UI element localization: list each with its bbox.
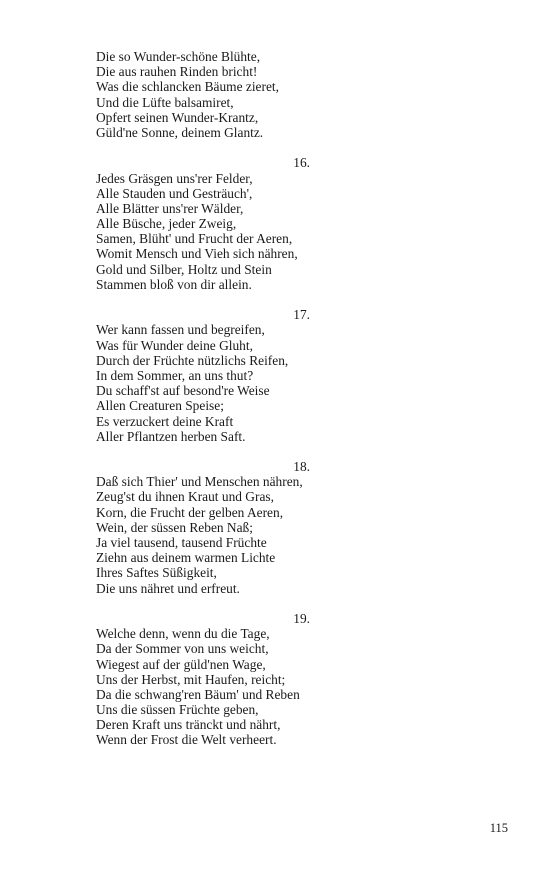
- verse-line: Wiegest auf der güld'nen Wage,: [96, 656, 266, 672]
- poem-body: [96, 49, 336, 748]
- verse-line: Durch der Früchte nützlichs Reifen,: [96, 352, 289, 368]
- verse-line: Güld'ne Sonne, deinem Glantz.: [96, 124, 264, 140]
- verse-line: Alle Blätter uns'rer Wälder,: [96, 200, 244, 216]
- verse-line: Da der Sommer von uns weicht,: [96, 641, 269, 657]
- stanza-number: 18.: [293, 459, 310, 475]
- stanza-number: 16.: [293, 155, 310, 171]
- verse-line: Und die Lüfte balsamiret,: [96, 94, 234, 110]
- verse-line: Samen, Blüht' und Frucht der Aeren,: [96, 231, 293, 247]
- verse-line: Wenn der Frost die Welt verheert.: [96, 732, 277, 748]
- stanza-gap: [96, 140, 336, 155]
- verse-line: Du schaff'st auf besond're Weise: [96, 383, 270, 399]
- verse-line: Alle Stauden und Gesträuch',: [96, 185, 253, 201]
- stanza-gap: [96, 596, 336, 611]
- verse-line: Uns der Herbst, mit Haufen, reicht;: [96, 671, 286, 687]
- verse-line: Ja viel tausend, tausend Früchte: [96, 535, 267, 550]
- verse-line: Womit Mensch und Vieh sich nähren,: [96, 246, 298, 262]
- verse-line: Zeug'st du ihnen Kraut und Gras,: [96, 489, 274, 505]
- verse-line: Was für Wunder deine Gluht,: [96, 337, 253, 353]
- verse-line: Gold und Silber, Holtz und Stein: [96, 261, 272, 277]
- verse-line: Wein, der süssen Reben Naß;: [96, 519, 253, 535]
- verse-line: Da die schwang'ren Bäum' und Reben: [96, 686, 300, 702]
- verse-line: Wer kann fassen und begreifen,: [96, 322, 265, 338]
- verse-line: Die so Wunder-schöne Blühte,: [96, 49, 261, 64]
- stanza-15-continued: [96, 49, 336, 140]
- verse-line: Ziehn aus deinem warmen Lichte: [96, 550, 276, 566]
- verse-line: Was die schlancken Bäume zieret,: [96, 79, 279, 95]
- verse-line: Es verzuckert deine Kraft: [96, 413, 234, 429]
- verse-line: Alle Büsche, jeder Zweig,: [96, 216, 237, 232]
- stanza-number: 19.: [293, 610, 310, 626]
- stanza-18: [96, 459, 336, 596]
- verse-line: Die aus rauhen Rinden bricht!: [96, 64, 258, 80]
- stanza-gap: [96, 292, 336, 307]
- verse-line: Daß sich Thier' und Menschen nähren,: [96, 474, 303, 490]
- stanza-16: [96, 155, 336, 292]
- verse-line: Die uns nähret und erfreut.: [96, 580, 240, 596]
- stanza-number: 17.: [293, 307, 310, 323]
- verse-line: Uns die süssen Früchte geben,: [96, 702, 259, 718]
- page-number: 115: [489, 821, 508, 835]
- stanza-gap: [96, 444, 336, 459]
- verse-line: Ihres Saftes Süßigkeit,: [96, 565, 217, 581]
- verse-line: Korn, die Frucht der gelben Aeren,: [96, 504, 284, 520]
- verse-line: Jedes Gräsgen uns'rer Felder,: [96, 170, 253, 186]
- stanza-19: [96, 611, 336, 748]
- verse-line: Welche denn, wenn du die Tage,: [96, 626, 270, 642]
- verse-line: Deren Kraft uns tränckt und nährt,: [96, 717, 281, 733]
- verse-line: Aller Pflantzen herben Saft.: [96, 428, 246, 444]
- verse-line: Stammen bloß von dir allein.: [96, 276, 252, 292]
- stanza-17: [96, 307, 336, 444]
- verse-line: Allen Creaturen Speise;: [96, 398, 224, 414]
- verse-line: In dem Sommer, an uns thut?: [96, 367, 254, 383]
- verse-line: Opfert seinen Wunder-Krantz,: [96, 109, 259, 125]
